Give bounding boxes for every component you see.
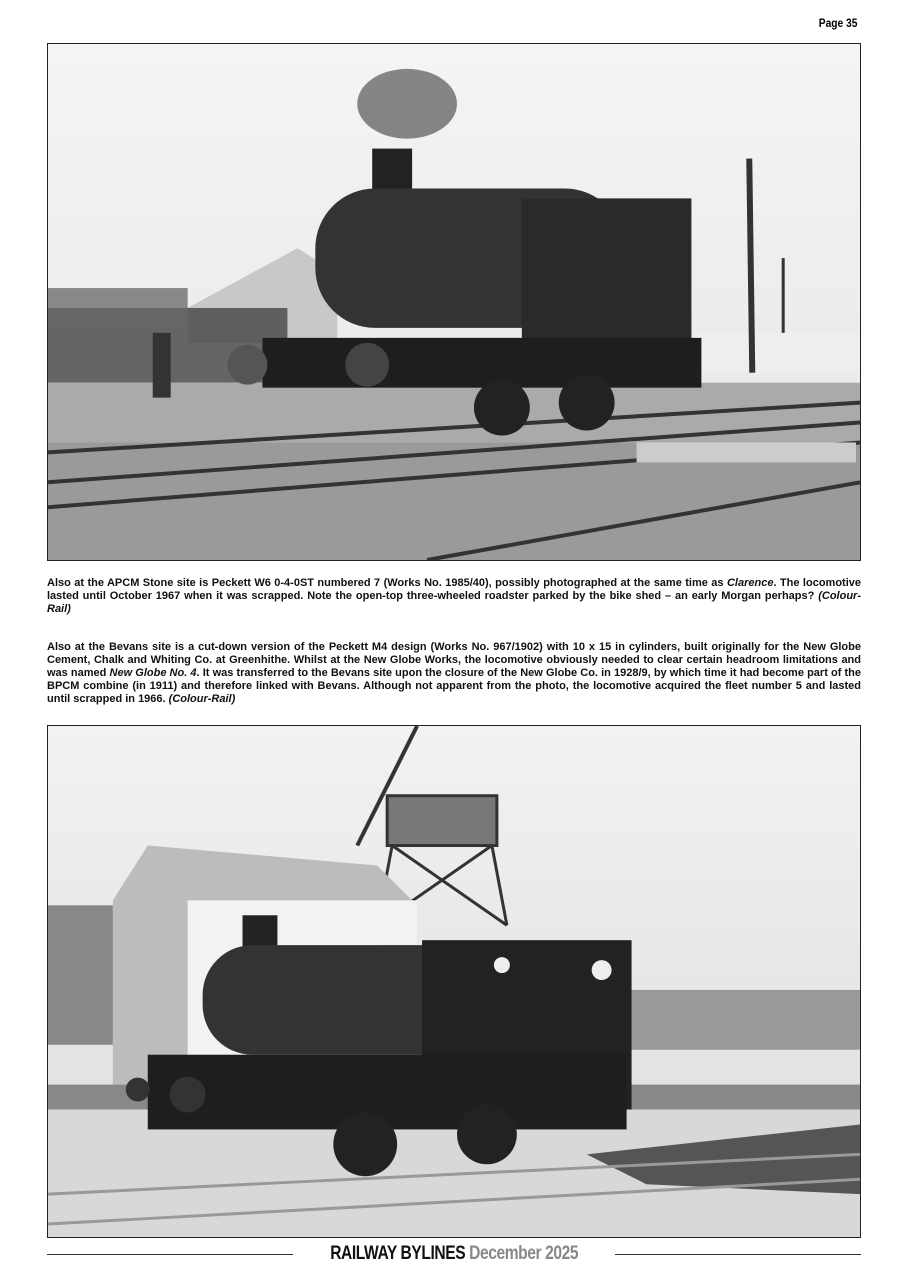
caption-credit: (Colour-Rail) (47, 590, 861, 615)
magazine-title: RAILWAY BYLINES (330, 1243, 466, 1264)
caption-new-globe-no-4 (47, 641, 861, 706)
footer (47, 1243, 861, 1265)
footer-masthead (322, 1243, 586, 1265)
footer-rule-left (47, 1254, 293, 1255)
page-number: Page 35 (818, 16, 857, 30)
caption-peckett-w6 (47, 577, 861, 616)
caption-loco-name: New Globe No. 4 (109, 667, 197, 679)
footer-rule-right (615, 1254, 861, 1255)
caption-credit: (Colour-Rail) (168, 693, 236, 705)
caption-text: . It was transferred to the Bevans site upon the closure of the New Globe Co. in 1928/9, by which time it had become part of the BPCM combine (in 1911) and therefore linked with Bevans. Although not apparent from the photo, the locomotive acquired the fleet number 5 and lasted until scrapped in 1966. (47, 667, 862, 705)
issue-date: December 2025 (468, 1243, 578, 1264)
caption-loco-name: Clarence (726, 577, 774, 589)
photo-new-globe-locomotive (47, 725, 861, 1238)
caption-text: . The locomotive lasted until October 1967 when it was scrapped. Note the open-top three-wheeled roadster parked by the bike shed – an early Morgan perhaps? (47, 577, 861, 602)
caption-text: Also at the APCM Stone site is Peckett W6 0-4-0ST numbered 7 (Works No. 1985/40), possibly photographed at the same time as (47, 577, 727, 589)
caption-text: Also at the Bevans site is a cut-down version of the Peckett M4 design (Works No. 967/1902) with 10 x 15 in cylinders, built originally for the New Globe Cement, Chalk and Whiting Co. at Greenhithe. Whilst at the New Globe Works, the locomotive obviously needed to clear certain headroom limitations and was named (47, 641, 861, 679)
photo-peckett-w6-locomotive (47, 43, 861, 561)
